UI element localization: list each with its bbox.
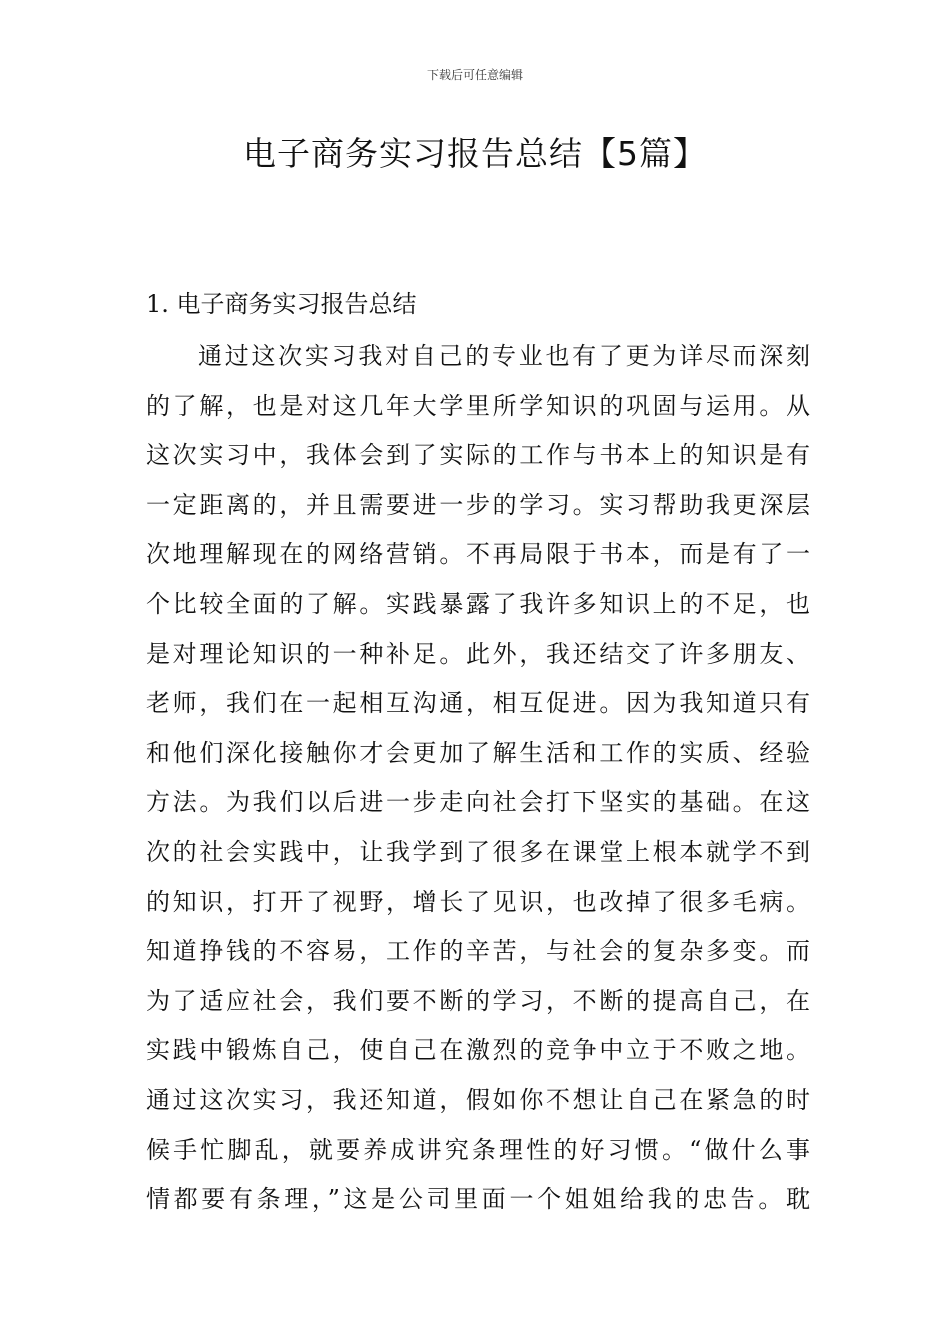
body-line: 老师，我们在一起相互沟通，相互促进。因为我知道只有 <box>146 689 810 718</box>
section-heading: 1. 电子商务实习报告总结 <box>146 290 417 318</box>
body-line: 次的社会实践中，让我学到了很多在课堂上根本就学不到 <box>146 837 810 866</box>
body-text <box>146 332 810 1225</box>
body-line: 的知识，打开了视野，增长了见识，也改掉了很多毛病。 <box>146 887 810 916</box>
body-line: 是对理论知识的一种补足。此外，我还结交了许多朋友、 <box>146 639 810 668</box>
body-line: 为了适应社会，我们要不断的学习，不断的提高自己，在 <box>146 986 810 1015</box>
body-line: 实践中锻炼自己，使自己在激烈的竞争中立于不败之地。 <box>146 1036 810 1065</box>
body-line: 通过这次实习我对自己的专业也有了更为详尽而深刻 <box>198 342 810 370</box>
document-title: 电子商务实习报告总结【5篇】 <box>243 134 707 173</box>
body-line: 这次实习中，我体会到了实际的工作与书本上的知识是有 <box>146 441 810 470</box>
body-line: 方法。为我们以后进一步走向社会打下坚实的基础。在这 <box>146 788 810 817</box>
body-line: 知道挣钱的不容易，工作的辛苦，与社会的复杂多变。而 <box>146 937 810 966</box>
body-line: 通过这次实习，我还知道，假如你不想让自己在紧急的时 <box>146 1085 810 1114</box>
header-note: 下载后可任意编辑 <box>426 68 523 82</box>
body-line: 和他们深化接触你才会更加了解生活和工作的实质、经验 <box>146 738 810 767</box>
body-line: 次地理解现在的网络营销。不再局限于书本，而是有了一 <box>146 540 810 569</box>
body-line: 一定距离的，并且需要进一步的学习。实习帮助我更深层 <box>146 490 810 519</box>
body-line: 的了解，也是对这几年大学里所学知识的巩固与运用。从 <box>146 391 810 420</box>
body-line: 候手忙脚乱，就要养成讲究条理性的好习惯。“做什么事 <box>146 1135 810 1164</box>
body-line: 情都要有条理，”这是公司里面一个姐姐给我的忠告。耽 <box>146 1185 810 1214</box>
body-line: 个比较全面的了解。实践暴露了我许多知识上的不足，也 <box>146 589 810 618</box>
